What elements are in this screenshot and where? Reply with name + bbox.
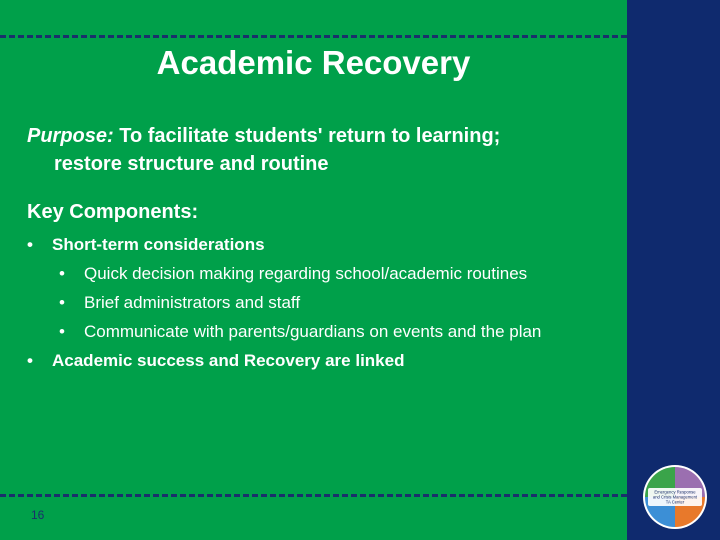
bullet-marker: • (27, 351, 33, 370)
top-dashed-divider (0, 35, 627, 38)
sub-bullet-item (27, 290, 627, 319)
purpose-line-2: restore structure and routine (54, 153, 329, 175)
page-number: 16 (31, 508, 45, 522)
bullet-text: Short-term considerations (52, 235, 265, 254)
bullet-item (27, 232, 627, 261)
key-components-heading: Key Components: (27, 201, 199, 223)
bottom-dashed-divider (0, 494, 627, 497)
bullet-marker: • (27, 235, 33, 254)
logo-text-line-3: TA Center (665, 499, 685, 505)
slide-title: Academic Recovery (156, 44, 471, 81)
sub-bullet-text: Communicate with parents/guardians on events and the plan (84, 322, 542, 341)
sub-bullet-item (27, 319, 627, 348)
purpose-statement (27, 122, 617, 178)
sidebar-band (627, 0, 720, 540)
bullet-marker: • (59, 322, 65, 341)
circular-cycle-logo-icon (642, 464, 708, 530)
logo-text-line-2: and Crisis Management (652, 494, 698, 500)
bullet-item (27, 348, 627, 377)
bullet-marker: • (59, 264, 65, 283)
bullet-marker: • (59, 293, 65, 312)
bullet-text: Academic success and Recovery are linked (52, 351, 405, 370)
sub-bullet-text: Quick decision making regarding school/academic routines (84, 264, 528, 283)
logo-text-line-1: Emergency Response (654, 489, 696, 495)
sub-bullet-item (27, 261, 627, 290)
purpose-line-1: To facilitate students' return to learning; (119, 125, 501, 147)
purpose-label: Purpose: (27, 125, 114, 147)
bullet-list (27, 232, 627, 377)
sub-bullet-text: Brief administrators and staff (84, 293, 301, 312)
